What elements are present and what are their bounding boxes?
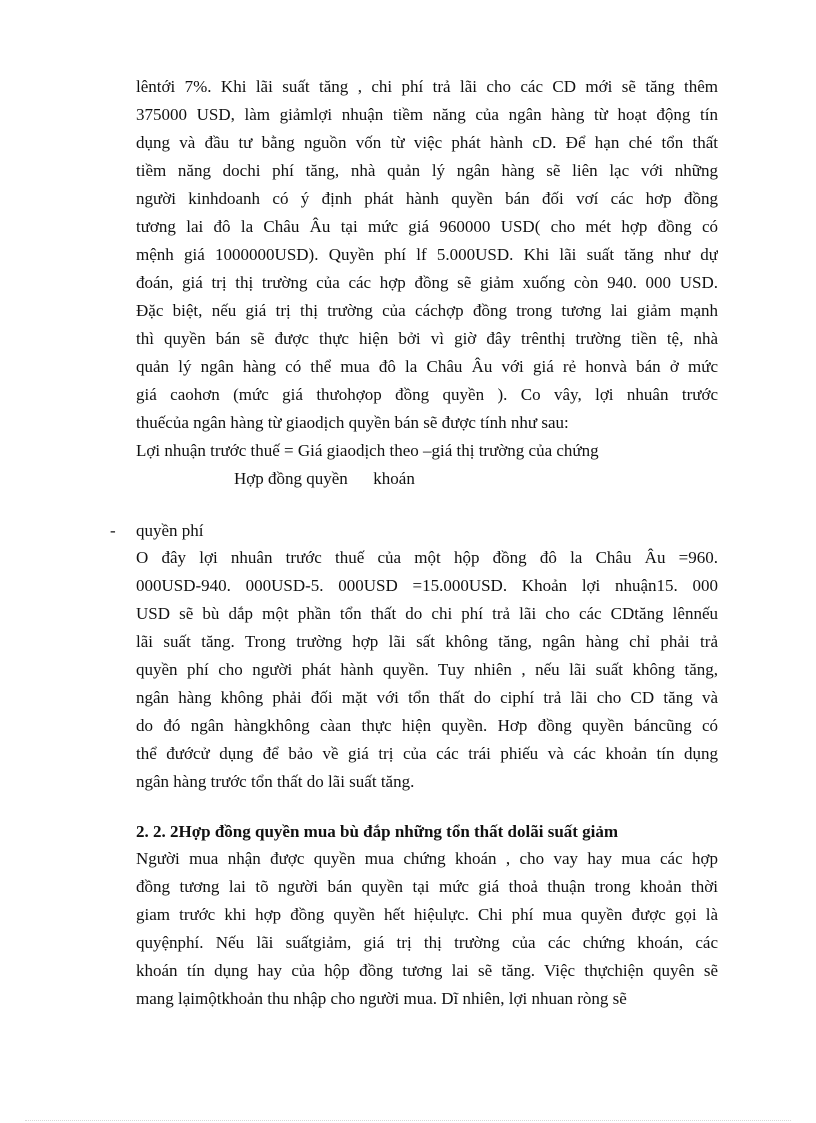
text-line: đoán, giá trị thị trường của các hợp đồng sẽ giảm xuống còn 940. 000 USD. bbox=[136, 273, 718, 292]
text-line: thể đướcử dụng để bảo về giá trị của các trái phiếu và các khoản tín dụng bbox=[136, 744, 718, 763]
text-line: giam trước khi hợp đồng quyền hết hiệulực. Chi phí mua quyền được gọi là bbox=[136, 905, 718, 924]
section-heading: 2. 2. 2Hợp đồng quyền mua bù đắp những tổn thất dolãi suất giảm bbox=[136, 822, 619, 841]
text-line: 000USD-940. 000USD-5. 000USD =15.000USD. Khoản lợi nhuận15. 000 bbox=[136, 576, 718, 595]
text-line: Đặc biệt, nếu giá trị thị trường của cáchợp đồng trong tương lai giảm mạnh bbox=[136, 301, 718, 320]
text-line: dụng và đầu tư bằng nguồn vốn từ việc phát hành cD. Để hạn ché tổn thất bbox=[136, 133, 718, 152]
text-line: ngân hàng không phải đối mặt với tổn thất do ciphí trả lãi cho CD tăng và bbox=[136, 688, 718, 707]
text-line: lêntới 7%. Khi lãi suất tăng , chi phí trả lãi cho các CD mới sẽ tăng thêm bbox=[136, 77, 718, 96]
formula-line: Lợi nhuận trước thuế = Giá giaodịch theo –giá thị trường của chứng bbox=[136, 441, 599, 460]
text-line: tương lai đô la Châu Âu tại mức giá 960000 USD( cho mét hợp đồng có bbox=[136, 217, 718, 236]
text-line: đồng tương lai tõ người bán quyền tại mức giá thoả thuận trong khoản thời bbox=[136, 877, 718, 896]
page-footer-divider bbox=[25, 1120, 791, 1121]
text-line: thuếcủa ngân hàng từ giaodịch quyền bán sẽ được tính như sau: bbox=[136, 413, 569, 432]
text-line: Người mua nhận được quyền mua chứng khoán , cho vay hay mua các hợp bbox=[136, 849, 718, 868]
text-line: mệnh giá 1000000USD). Quyền phí lf 5.000USD. Khi lãi suất tăng như dự bbox=[136, 245, 718, 264]
text-line: khoán tín dụng hay của hộp đồng tương lai sẽ tăng. Việc thựchiện quyên sẽ bbox=[136, 961, 718, 980]
text-line: thì quyền bán sẽ được thực hiện bởi vì giờ đây trênthị trường tiền tệ, nhà bbox=[136, 329, 718, 348]
bullet-text: quyền phí bbox=[136, 521, 204, 540]
text-line: quyền phí cho người phát hành quyền. Tuy nhiên , nếu lãi suất không tăng, bbox=[136, 660, 718, 679]
text-line: người kinhdoanh có ý định phát hành quyền bán đối vơí các hơp đồng bbox=[136, 189, 718, 208]
text-line: tiềm năng dochi phí tăng, nhà quản lý ngân hàng sẽ liên lạc với những bbox=[136, 161, 718, 180]
dash-bullet: - bbox=[110, 521, 116, 540]
text-line: giá caohơn (mức giá thưohợop đồng quyền ). Co vây, lợi nhuân trước bbox=[136, 385, 718, 404]
text-line: quản lý ngân hàng có thể mua đô la Châu Âu với giá rẻ honvà bán ở mức bbox=[136, 357, 718, 376]
text-line: mang lạimộtkhoản thu nhập cho người mua. Dĩ nhiên, lợi nhuan ròng sẽ bbox=[136, 989, 627, 1008]
text-line: quyệnphí. Nếu lãi suấtgiảm, giá trị thị trường của các chứng khoán, các bbox=[136, 933, 718, 952]
text-line: lãi suất tăng. Trong trường hợp lãi sất không tăng, ngân hàng chỉ phải trả bbox=[136, 632, 718, 651]
formula-line-2: Hợp đồng quyền khoán bbox=[234, 469, 415, 488]
text-line: do đó ngân hàngkhông càan thực hiện quyền. Hơp đồng quyền báncũng có bbox=[136, 716, 718, 735]
text-line: ngân hàng trước tổn thất do lãi suất tăng. bbox=[136, 772, 415, 791]
text-line: USD sẽ bù dắp một phần tổn thất do chi phí trả lãi cho các CDtăng lênnếu bbox=[136, 604, 718, 623]
text-line: 375000 USD, làm giảmlợi nhuận tiềm năng của ngân hàng từ hoạt động tín bbox=[136, 105, 718, 124]
text-line: O đây lợi nhuân trước thuế của một hộp đồng đô la Châu Âu =960. bbox=[136, 548, 718, 567]
